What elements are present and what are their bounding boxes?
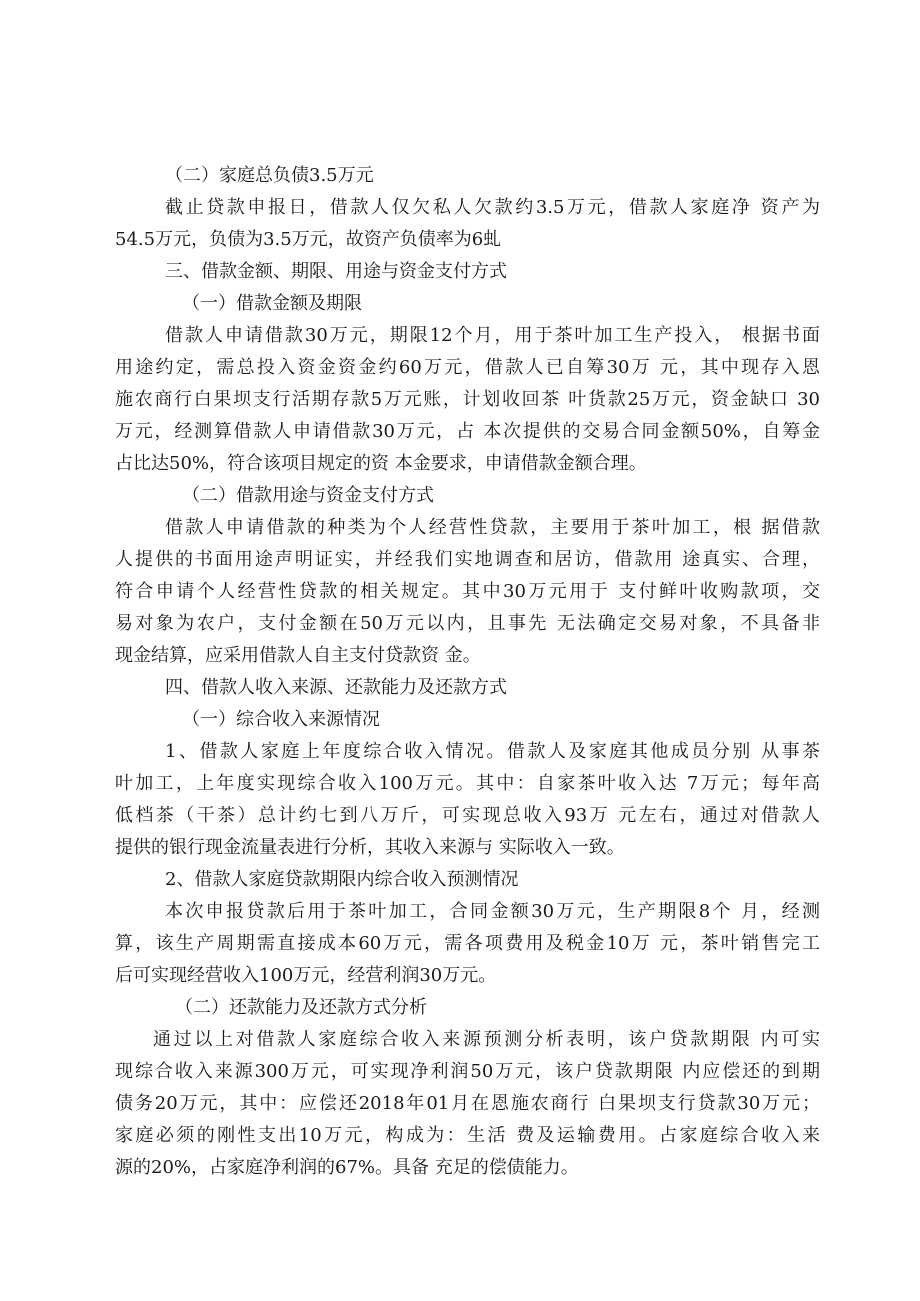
paragraph-line: 低档茶（干茶）总计约七到八万斤，可实现总收入93万 元左右，通过对借款人 (115, 805, 820, 826)
paragraph-line: 源的20%，占家庭净利润的67%。具备 充足的偿债能力。 (115, 1157, 579, 1178)
paragraph-line: 家庭必须的刚性支出10万元，构成为：生活 费及运输费用。占家庭综合收入来 (115, 1125, 820, 1146)
paragraph-line: 借款人申请借款30万元，期限12个月，用于茶叶加工生产投入， 根据书面 (165, 325, 820, 346)
paragraph-line: 易对象为农户，支付金额在50万元以内，且事先 无法确定交易对象，不具备非 (115, 613, 820, 634)
paragraph-line: 通过以上对借款人家庭综合收入来源预测分析表明，该户贷款期限 内可实 (153, 1029, 820, 1050)
section-heading: 2、借款人家庭贷款期限内综合收入预测情况 (165, 869, 519, 890)
paragraph-line: 1、借款人家庭上年度综合收入情况。借款人及家庭其他成员分别 从事茶 (165, 741, 820, 762)
paragraph-line: 后可实现经营收入100万元，经营利润30万元。 (115, 965, 497, 986)
paragraph-line: 借款人申请借款的种类为个人经营性贷款，主要用于茶叶加工，根 据借款 (165, 517, 820, 538)
paragraph-line: 用途约定，需总投入资金资金约60万元，借款人已自筹30万 元，其中现存入恩 (115, 357, 820, 378)
subsection-heading: （一）综合收入来源情况 (182, 709, 380, 730)
paragraph-line: 提供的银行现金流量表进行分析，其收入来源与 实际收入一致。 (115, 837, 625, 858)
section-heading: （二）家庭总负债3.5万元 (165, 165, 374, 186)
section-heading: 四、借款人收入来源、还款能力及还款方式 (165, 677, 507, 698)
subsection-heading: （一）借款金额及期限 (182, 293, 362, 314)
paragraph-line: 54.5万元，负债为3.5万元，故资产负债率为6虬 (115, 229, 502, 250)
paragraph-line: 施农商行白果坝支行活期存款5万元账，计划收回茶 叶货款25万元，资金缺口 30 (115, 389, 820, 410)
paragraph-line: 本次申报贷款后用于茶叶加工，合同金额30万元，生产期限8个 月，经测 (165, 901, 820, 922)
paragraph-line: 叶加工，上年度实现综合收入100万元。其中：自家茶叶收入达 7万元；每年高 (115, 773, 820, 794)
paragraph-line: 现金结算，应采用借款人自主支付贷款资 金。 (115, 645, 481, 666)
paragraph-line: 算，该生产周期需直接成本60万元，需各项费用及税金10万 元，茶叶销售完工 (115, 933, 820, 954)
paragraph-line: 截止贷款申报日，借款人仅欠私人欠款约3.5万元，借款人家庭净 资产为 (165, 197, 820, 218)
paragraph-line: 万元，经测算借款人申请借款30万元，占 本次提供的交易合同金额50%，自筹金 (115, 421, 820, 442)
paragraph-line: 债务20万元，其中：应偿还2018年01月在恩施农商行 白果坝支行贷款30万元； (115, 1093, 820, 1114)
paragraph-line: 现综合收入来源300万元，可实现净利润50万元，该户贷款期限 内应偿还的到期 (115, 1061, 820, 1082)
section-heading: 三、借款金额、期限、用途与资金支付方式 (165, 261, 507, 282)
subsection-heading: （二）借款用途与资金支付方式 (182, 485, 434, 506)
paragraph-line: 人提供的书面用途声明证实，并经我们实地调查和居访，借款用 途真实、合理， (115, 549, 820, 570)
subsection-heading: （二）还款能力及还款方式分析 (175, 997, 427, 1018)
paragraph-line: 符合申请个人经营性贷款的相关规定。其中30万元用于 支付鲜叶收购款项，交 (115, 581, 820, 602)
document-body (115, 160, 820, 1184)
paragraph-line: 占比达50%，符合该项目规定的资 本金要求，申请借款金额合理。 (115, 453, 647, 474)
